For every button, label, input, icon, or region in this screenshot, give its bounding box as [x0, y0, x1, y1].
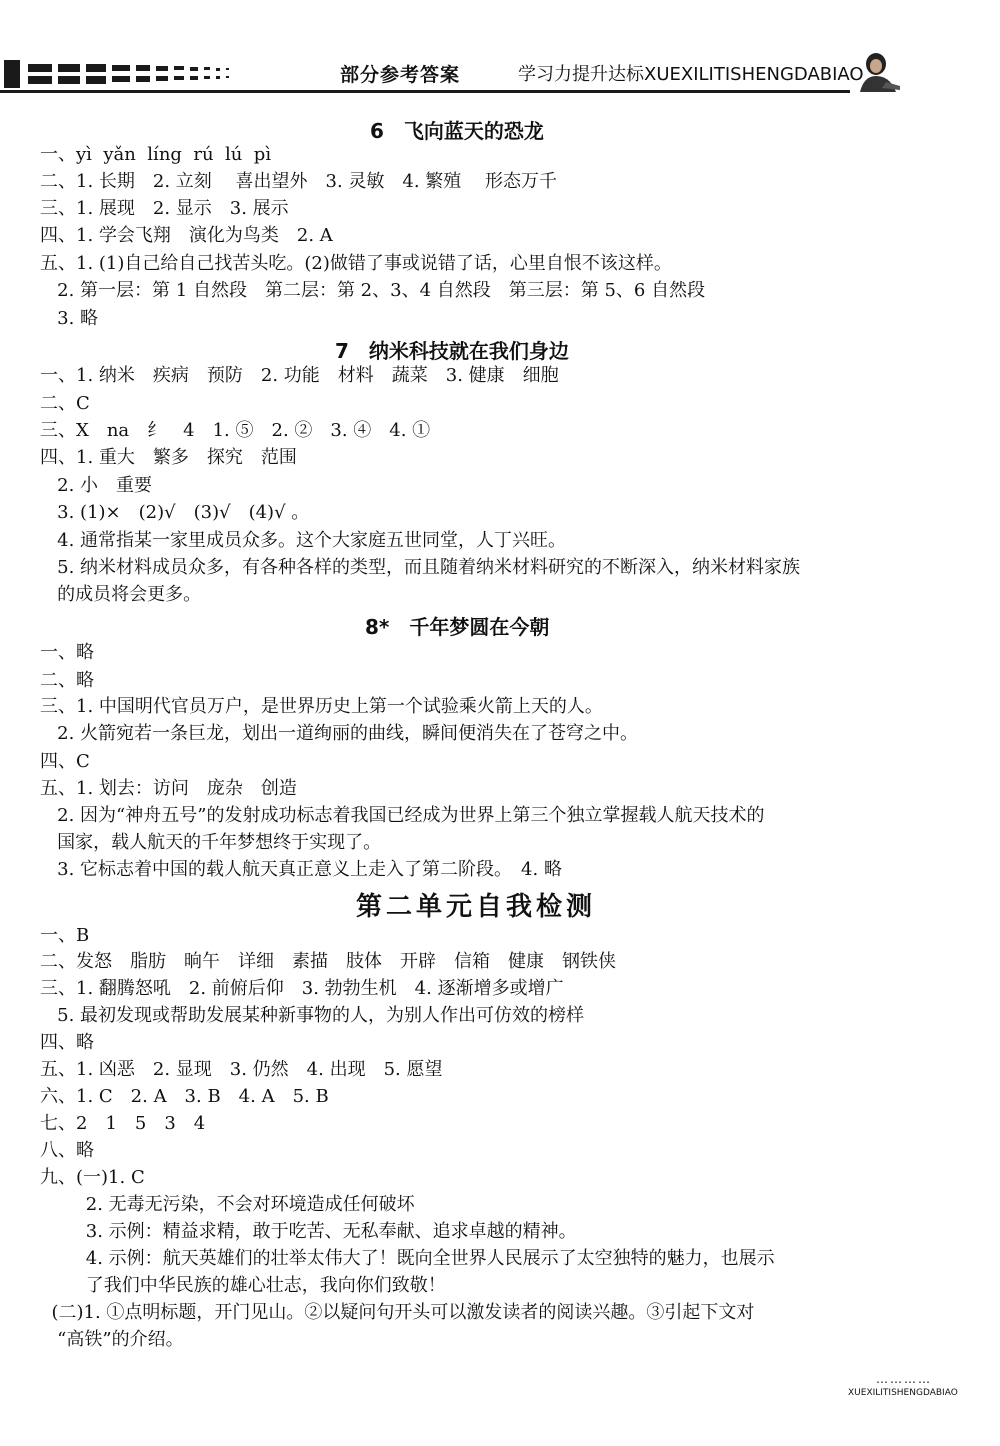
answer-line: 2. 小 重要 [40, 475, 153, 496]
header-rule [0, 90, 850, 93]
answer-line: 5. 最初发现或帮助发展某种新事物的人，为别人作出可仿效的榜样 [40, 1005, 585, 1026]
answer-line: 一、1. 纳米 疾病 预防 2. 功能 材料 蔬菜 3. 健康 细胞 [40, 365, 559, 386]
answer-line: 3. 略 [40, 308, 99, 329]
answer-line: 2. 无毒无污染，不会对环境造成任何破坏 [40, 1194, 415, 1215]
answer-line: 四、1. 重大 繁多 探究 范围 [40, 447, 297, 468]
header-answer-label: 部分参考答案 [340, 64, 461, 86]
lesson-7-title: 7 纳米科技就在我们身边 [335, 339, 569, 363]
answer-line: 八、略 [40, 1140, 94, 1161]
answer-line: 一、B [40, 925, 90, 946]
answer-line: 五、1. (1)自己给自己找苦头吃。(2)做错了事或说错了话，心里自恨不该这样。 [40, 253, 672, 274]
answer-line: 2. 第一层：第 1 自然段 第二层：第 2、3、4 自然段 第三层：第 5、6 自然段 [40, 280, 706, 301]
answer-line: 六、1. C 2. A 3. B 4. A 5. B [40, 1086, 329, 1107]
answer-line: 2. 因为“神舟五号”的发射成功标志着我国已经成为世界上第三个独立掌握载人航天技术的 [40, 805, 765, 826]
answer-line: 三、1. 中国明代官员万户，是世界历史上第一个试验乘火箭上天的人。 [40, 696, 603, 717]
footer-dots: ………… [876, 1372, 932, 1386]
answer-line: 四、C [40, 751, 90, 772]
answer-line: 三、1. 翻腾怒吼 2. 前俯后仰 3. 勃勃生机 4. 逐渐增多或增广 [40, 978, 564, 999]
answer-line: 二、发怒 脂肪 晌午 详细 素描 肢体 开辟 信箱 健康 钢铁侠 [40, 951, 616, 972]
answer-line: 的成员将会更多。 [40, 584, 202, 605]
answer-line: 九、(一)1. C [40, 1167, 145, 1188]
answer-line: 四、略 [40, 1032, 94, 1053]
answer-line: 五、1. 划去：访问 庞杂 创造 [40, 778, 297, 799]
answer-line: “高铁”的介绍。 [40, 1329, 184, 1350]
answer-line: 二、1. 长期 2. 立刻 喜出望外 3. 灵敏 4. 繁殖 形态万千 [40, 171, 558, 192]
lesson-6-title: 6 飞向蓝天的恐龙 [370, 119, 544, 143]
student-avatar-icon [856, 52, 900, 92]
answer-line: 3. 它标志着中国的载人航天真正意义上走入了第二阶段。 4. 略 [40, 859, 562, 880]
answer-line: 3. (1)× (2)√ (3)√ (4)√ 。 [40, 502, 310, 523]
answer-line: 3. 示例：精益求精，敢于吃苦、无私奉献、追求卓越的精神。 [40, 1221, 577, 1242]
answer-line: 一、yì yǎn líng rú lú pì [40, 144, 272, 165]
answer-line: 四、1. 学会飞翔 演化为鸟类 2. A [40, 225, 333, 246]
answer-line: 了我们中华民族的雄心壮志，我向你们致敬！ [40, 1275, 446, 1296]
answer-line: 二、C [40, 393, 90, 414]
page-header [0, 50, 1000, 100]
answer-line: 三、X na 纟 4 1. ⑤ 2. ② 3. ④ 4. ① [40, 420, 431, 441]
answer-line: 国家，载人航天的千年梦想终于实现了。 [40, 832, 382, 853]
answer-line: 五、1. 凶恶 2. 显现 3. 仍然 4. 出现 5. 愿望 [40, 1059, 443, 1080]
answer-line: 4. 示例：航天英雄们的壮举太伟大了！既向全世界人民展示了太空独特的魅力，也展示 [40, 1248, 775, 1269]
answer-line: 5. 纳米材料成员众多，有各种各样的类型，而且随着纳米材料研究的不断深入，纳米材料家族 [40, 557, 801, 578]
answer-line: 2. 火箭宛若一条巨龙，划出一道绚丽的曲线，瞬间便消失在了苍穹之中。 [40, 723, 639, 744]
footer-series-label: XUEXILITISHENGDABIAO [848, 1388, 958, 1398]
lesson-8-title: 8* 千年梦圆在今朝 [365, 615, 550, 639]
answer-line: 三、1. 展现 2. 显示 3. 展示 [40, 198, 289, 219]
header-series-title: 学习力提升达标XUEXILITISHENGDABIAO [518, 64, 864, 85]
answer-line: (二)1. ①点明标题，开门见山。②以疑问句开头可以激发读者的阅读兴趣。③引起下文对 [40, 1302, 755, 1323]
answer-line: 七、2 1 5 3 4 [40, 1113, 206, 1134]
answer-line: 4. 通常指某一家里成员众多。这个大家庭五世同堂，人丁兴旺。 [40, 530, 567, 551]
answer-line: 二、略 [40, 670, 94, 691]
answer-line: 一、略 [40, 642, 94, 663]
unit-2-test-title: 第二单元自我检测 [356, 892, 597, 922]
